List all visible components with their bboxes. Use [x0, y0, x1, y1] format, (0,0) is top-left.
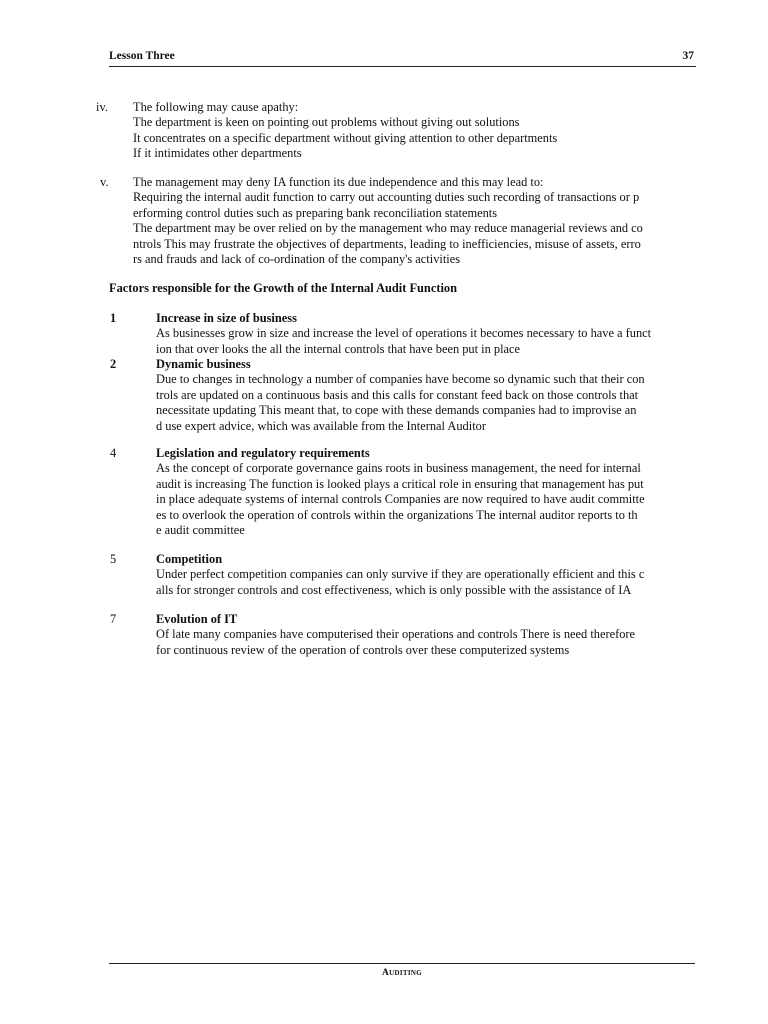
text-line: The department may be over relied on by the management who may reduce managerial reviews and co: [133, 221, 643, 236]
item-marker-iv: iv.: [96, 100, 108, 114]
factor-7: [156, 612, 635, 658]
text-line: It concentrates on a specific department without giving attention to other departments: [133, 130, 558, 145]
factor-heading: Increase in size of business: [156, 311, 297, 325]
factor-number: 5: [110, 552, 117, 566]
text-line: As businesses grow in size and increase the level of operations it becomes necessary to have a funct: [156, 326, 652, 341]
text-line: d use expert advice, which was available from the Internal Auditor: [156, 418, 486, 433]
page-header: [109, 50, 696, 67]
factor-heading: Evolution of IT: [156, 612, 238, 626]
text-line: As the concept of corporate governance gains roots in business management, the need for internal: [156, 461, 641, 476]
text-line: for continuous review of the operation of controls over these computerized systems: [156, 642, 570, 657]
factor-heading: Dynamic business: [156, 357, 251, 371]
item-v-text: [133, 175, 643, 267]
text-line: erforming control duties such as preparing bank reconciliation statements: [133, 205, 498, 220]
text-line: Due to changes in technology a number of companies have become so dynamic such that their con: [156, 372, 645, 387]
text-line: audit is increasing The function is looked plays a critical role in ensuring that management has put: [156, 476, 644, 491]
text-line: The department is keen on pointing out problems without giving out solutions: [133, 115, 520, 130]
factor-heading: Legislation and regulatory requirements: [156, 446, 370, 460]
item-marker-v: v.: [100, 175, 109, 189]
text-line: rs and frauds and lack of co-ordination of the company's activities: [133, 252, 461, 267]
factor-number: 2: [110, 357, 117, 371]
text-line: Of late many companies have computerised their operations and controls There is need therefore: [156, 627, 636, 642]
factor-number: 4: [110, 446, 117, 460]
text-line: If it intimidates other departments: [133, 146, 302, 161]
factor-heading: Competition: [156, 552, 223, 566]
lesson-title: Lesson Three: [109, 50, 175, 62]
text-line: es to overlook the operation of controls within the organizations The internal auditor reports to th: [156, 507, 638, 522]
factor-number: 7: [110, 612, 117, 626]
text-line: The following may cause apathy:: [133, 100, 299, 114]
text-line: e audit committee: [156, 523, 245, 538]
page-number: 37: [682, 50, 694, 62]
factor-1: [156, 311, 651, 357]
factor-2: [156, 357, 645, 434]
text-line: in place adequate systems of internal controls Companies are now required to have audit committe: [156, 492, 645, 507]
footer-rule: [109, 963, 695, 964]
factor-4: [156, 446, 645, 538]
factor-number: 1: [110, 311, 117, 325]
factor-5: [156, 552, 644, 598]
item-iv-text: [133, 100, 557, 162]
text-line: ntrols This may frustrate the objectives of departments, leading to inefficiencies, misuse of assets, erro: [133, 236, 641, 251]
page-footer: Auditing: [382, 968, 422, 978]
text-line: ion that over looks the all the internal controls that have been put in place: [156, 341, 521, 356]
text-line: trols are updated on a continuous basis and this calls for constant feed back on those controls that: [156, 387, 639, 402]
section-title: Factors responsible for the Growth of the Internal Audit Function: [109, 281, 457, 295]
text-line: alls for stronger controls and cost effectiveness, which is only possible with the assistance of IA: [156, 582, 632, 597]
text-line: Requiring the internal audit function to carry out accounting duties such recording of transactions or p: [133, 190, 640, 205]
text-line: The management may deny IA function its due independence and this may lead to:: [133, 175, 544, 189]
text-line: necessitate updating This meant that, to cope with these demands companies had to improvise an: [156, 403, 637, 418]
text-line: Under perfect competition companies can only survive if they are operationally efficient and this c: [156, 567, 645, 582]
